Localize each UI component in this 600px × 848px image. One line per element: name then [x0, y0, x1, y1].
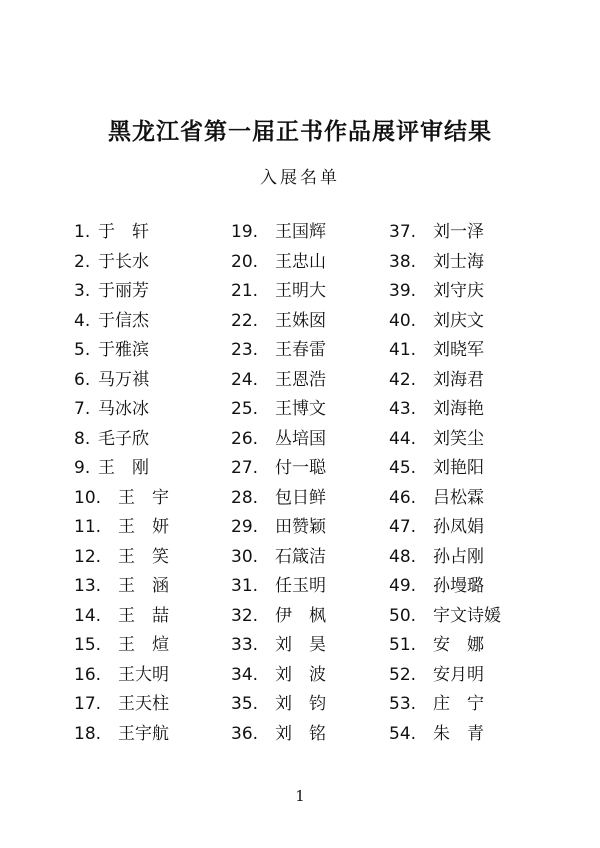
- entry-number: 16.: [74, 664, 102, 685]
- entry-name: 于 轩: [98, 222, 149, 242]
- entry-name: 朱 青: [433, 723, 484, 744]
- entry-number: 29.: [231, 517, 259, 537]
- entry-name: 王博文: [275, 399, 326, 419]
- list-item: [74, 366, 149, 396]
- entry-name: 刘海艳: [433, 399, 484, 419]
- entry-name: 王姝囡: [275, 310, 326, 331]
- entry-number: 46.: [389, 487, 417, 508]
- list-item: [389, 690, 484, 720]
- entry-name: 王 妍: [118, 517, 169, 537]
- entry-number: 21.: [231, 281, 259, 301]
- list-item: [389, 513, 484, 543]
- entry-number: 33.: [231, 635, 259, 655]
- entry-number: 53.: [389, 694, 417, 714]
- entry-name: 孙墁璐: [433, 576, 484, 596]
- entry-number: 9.: [74, 458, 91, 478]
- list-item: [231, 277, 326, 307]
- list-item: [231, 513, 326, 543]
- entry-number: 52.: [389, 664, 417, 685]
- list-item: [389, 336, 484, 366]
- list-item: [389, 218, 484, 248]
- entry-name: 孙占刚: [433, 546, 484, 567]
- list-item: [231, 218, 326, 248]
- list-item: [231, 720, 326, 750]
- entry-number: 51.: [389, 635, 417, 655]
- list-item: [74, 513, 169, 543]
- list-item: [389, 395, 484, 425]
- list-item: [74, 395, 149, 425]
- list-item: [231, 307, 326, 337]
- entry-name: 王春雷: [275, 340, 326, 360]
- entry-name: 王国辉: [275, 222, 326, 242]
- entry-number: 17.: [74, 694, 102, 714]
- entry-name: 于雅滨: [98, 340, 149, 360]
- entry-number: 25.: [231, 399, 259, 419]
- entry-name: 王宇航: [118, 723, 169, 744]
- entry-number: 50.: [389, 605, 417, 626]
- page-number: 1: [295, 787, 305, 805]
- list-item: [231, 572, 326, 602]
- entry-number: 8.: [74, 428, 91, 449]
- list-item: [74, 602, 169, 632]
- list-item: [231, 336, 326, 366]
- entry-number: 43.: [389, 399, 417, 419]
- list-item: [74, 307, 149, 337]
- entry-number: 41.: [389, 340, 417, 360]
- entry-name: 王 宇: [118, 487, 169, 508]
- entry-number: 6.: [74, 369, 91, 390]
- list-item: [74, 690, 169, 720]
- entry-number: 34.: [231, 664, 259, 685]
- entry-name: 刘海君: [433, 369, 484, 390]
- entry-name: 马冰冰: [98, 399, 149, 419]
- entry-number: 40.: [389, 310, 417, 331]
- entry-name: 于长水: [98, 251, 149, 272]
- entry-name: 宇文诗媛: [433, 605, 501, 626]
- document-subtitle: 入展名单: [260, 168, 340, 188]
- list-item: [389, 720, 484, 750]
- entry-name: 于信杰: [98, 310, 149, 331]
- list-item: [389, 572, 484, 602]
- list-item: [389, 307, 484, 337]
- entry-number: 11.: [74, 517, 102, 537]
- entry-name: 王忠山: [275, 251, 326, 272]
- entry-name: 安 娜: [433, 635, 484, 655]
- name-column-3: [389, 218, 501, 749]
- list-item: [74, 425, 149, 455]
- entry-name: 于丽芳: [98, 281, 149, 301]
- list-item: [74, 631, 169, 661]
- entry-name: 王 喆: [118, 605, 169, 626]
- entry-name: 马万祺: [98, 369, 149, 390]
- entry-number: 19.: [231, 222, 259, 242]
- entry-number: 20.: [231, 251, 259, 272]
- entry-number: 49.: [389, 576, 417, 596]
- entry-number: 5.: [74, 340, 91, 360]
- entry-name: 刘 波: [275, 664, 326, 685]
- list-item: [389, 425, 484, 455]
- list-item: [231, 661, 326, 691]
- list-item: [231, 690, 326, 720]
- entry-number: 2.: [74, 251, 91, 272]
- entry-name: 刘一泽: [433, 222, 484, 242]
- entry-number: 12.: [74, 546, 102, 567]
- list-item: [231, 602, 326, 632]
- entry-name: 田赞颖: [275, 517, 326, 537]
- entry-name: 王恩浩: [275, 369, 326, 390]
- entry-number: 15.: [74, 635, 102, 655]
- list-item: [389, 484, 484, 514]
- list-item: [74, 277, 149, 307]
- entry-name: 毛子欣: [98, 428, 149, 449]
- entry-number: 39.: [389, 281, 417, 301]
- entry-name: 包日鲜: [275, 487, 326, 508]
- list-item: [231, 631, 326, 661]
- list-item: [74, 572, 169, 602]
- entry-name: 庄 宁: [433, 694, 484, 714]
- entry-number: 37.: [389, 222, 417, 242]
- entry-name: 付一聪: [275, 458, 326, 478]
- list-item: [389, 543, 484, 573]
- entry-name: 刘笑尘: [433, 428, 484, 449]
- list-item: [389, 248, 484, 278]
- entry-number: 27.: [231, 458, 259, 478]
- entry-number: 30.: [231, 546, 259, 567]
- entry-number: 3.: [74, 281, 91, 301]
- list-item: [231, 543, 326, 573]
- list-item: [231, 395, 326, 425]
- entry-name: 刘士海: [433, 251, 484, 272]
- entry-name: 孙凤娟: [433, 517, 484, 537]
- entry-name: 任玉明: [275, 576, 326, 596]
- entry-number: 44.: [389, 428, 417, 449]
- entry-number: 14.: [74, 605, 102, 626]
- entry-number: 7.: [74, 399, 91, 419]
- list-item: [74, 661, 169, 691]
- entry-name: 伊 枫: [275, 605, 326, 626]
- list-item: [74, 454, 149, 484]
- entry-number: 22.: [231, 310, 259, 331]
- list-item: [389, 454, 484, 484]
- entry-name: 刘 钧: [275, 694, 326, 714]
- list-item: [74, 720, 169, 750]
- entry-number: 48.: [389, 546, 417, 567]
- entry-number: 31.: [231, 576, 259, 596]
- entry-name: 王 涵: [118, 576, 169, 596]
- list-item: [389, 366, 484, 396]
- entry-number: 45.: [389, 458, 417, 478]
- list-item: [231, 484, 326, 514]
- list-item: [231, 248, 326, 278]
- entry-name: 刘 昊: [275, 635, 326, 655]
- name-column-1: [74, 218, 169, 749]
- entry-name: 王大明: [118, 664, 169, 685]
- entry-name: 王 煊: [118, 635, 169, 655]
- entry-name: 丛培国: [275, 428, 326, 449]
- entry-number: 32.: [231, 605, 259, 626]
- list-item: [231, 425, 326, 455]
- entry-number: 36.: [231, 723, 259, 744]
- list-item: [74, 218, 149, 248]
- list-item: [389, 661, 484, 691]
- list-item: [74, 484, 169, 514]
- list-item: [231, 454, 326, 484]
- entry-name: 安月明: [433, 664, 484, 685]
- list-item: [74, 543, 169, 573]
- entry-number: 47.: [389, 517, 417, 537]
- entry-name: 刘庆文: [433, 310, 484, 331]
- name-column-2: [231, 218, 326, 749]
- entry-name: 王天柱: [118, 694, 169, 714]
- document-title: 黑龙江省第一届正书作品展评审结果: [108, 118, 492, 145]
- entry-name: 吕松霖: [433, 487, 484, 508]
- entry-name: 王明大: [275, 281, 326, 301]
- list-item: [231, 366, 326, 396]
- entry-name: 刘艳阳: [433, 458, 484, 478]
- list-item: [389, 631, 484, 661]
- entry-number: 26.: [231, 428, 259, 449]
- entry-number: 24.: [231, 369, 259, 390]
- entry-number: 28.: [231, 487, 259, 508]
- entry-name: 石箴洁: [275, 546, 326, 567]
- list-item: [74, 248, 149, 278]
- entry-name: 刘守庆: [433, 281, 484, 301]
- entry-number: 35.: [231, 694, 259, 714]
- entry-number: 54.: [389, 723, 417, 744]
- entry-name: 王 笑: [118, 546, 169, 567]
- list-item: [74, 336, 149, 366]
- entry-name: 王 刚: [98, 458, 149, 478]
- entry-number: 13.: [74, 576, 102, 596]
- entry-number: 4.: [74, 310, 91, 331]
- entry-name: 刘 铭: [275, 723, 326, 744]
- entry-number: 42.: [389, 369, 417, 390]
- entry-number: 38.: [389, 251, 417, 272]
- list-item: [389, 602, 501, 632]
- entry-name: 刘晓军: [433, 340, 484, 360]
- entry-number: 10.: [74, 487, 102, 508]
- entry-number: 18.: [74, 723, 102, 744]
- entry-number: 1.: [74, 222, 91, 242]
- entry-number: 23.: [231, 340, 259, 360]
- list-item: [389, 277, 484, 307]
